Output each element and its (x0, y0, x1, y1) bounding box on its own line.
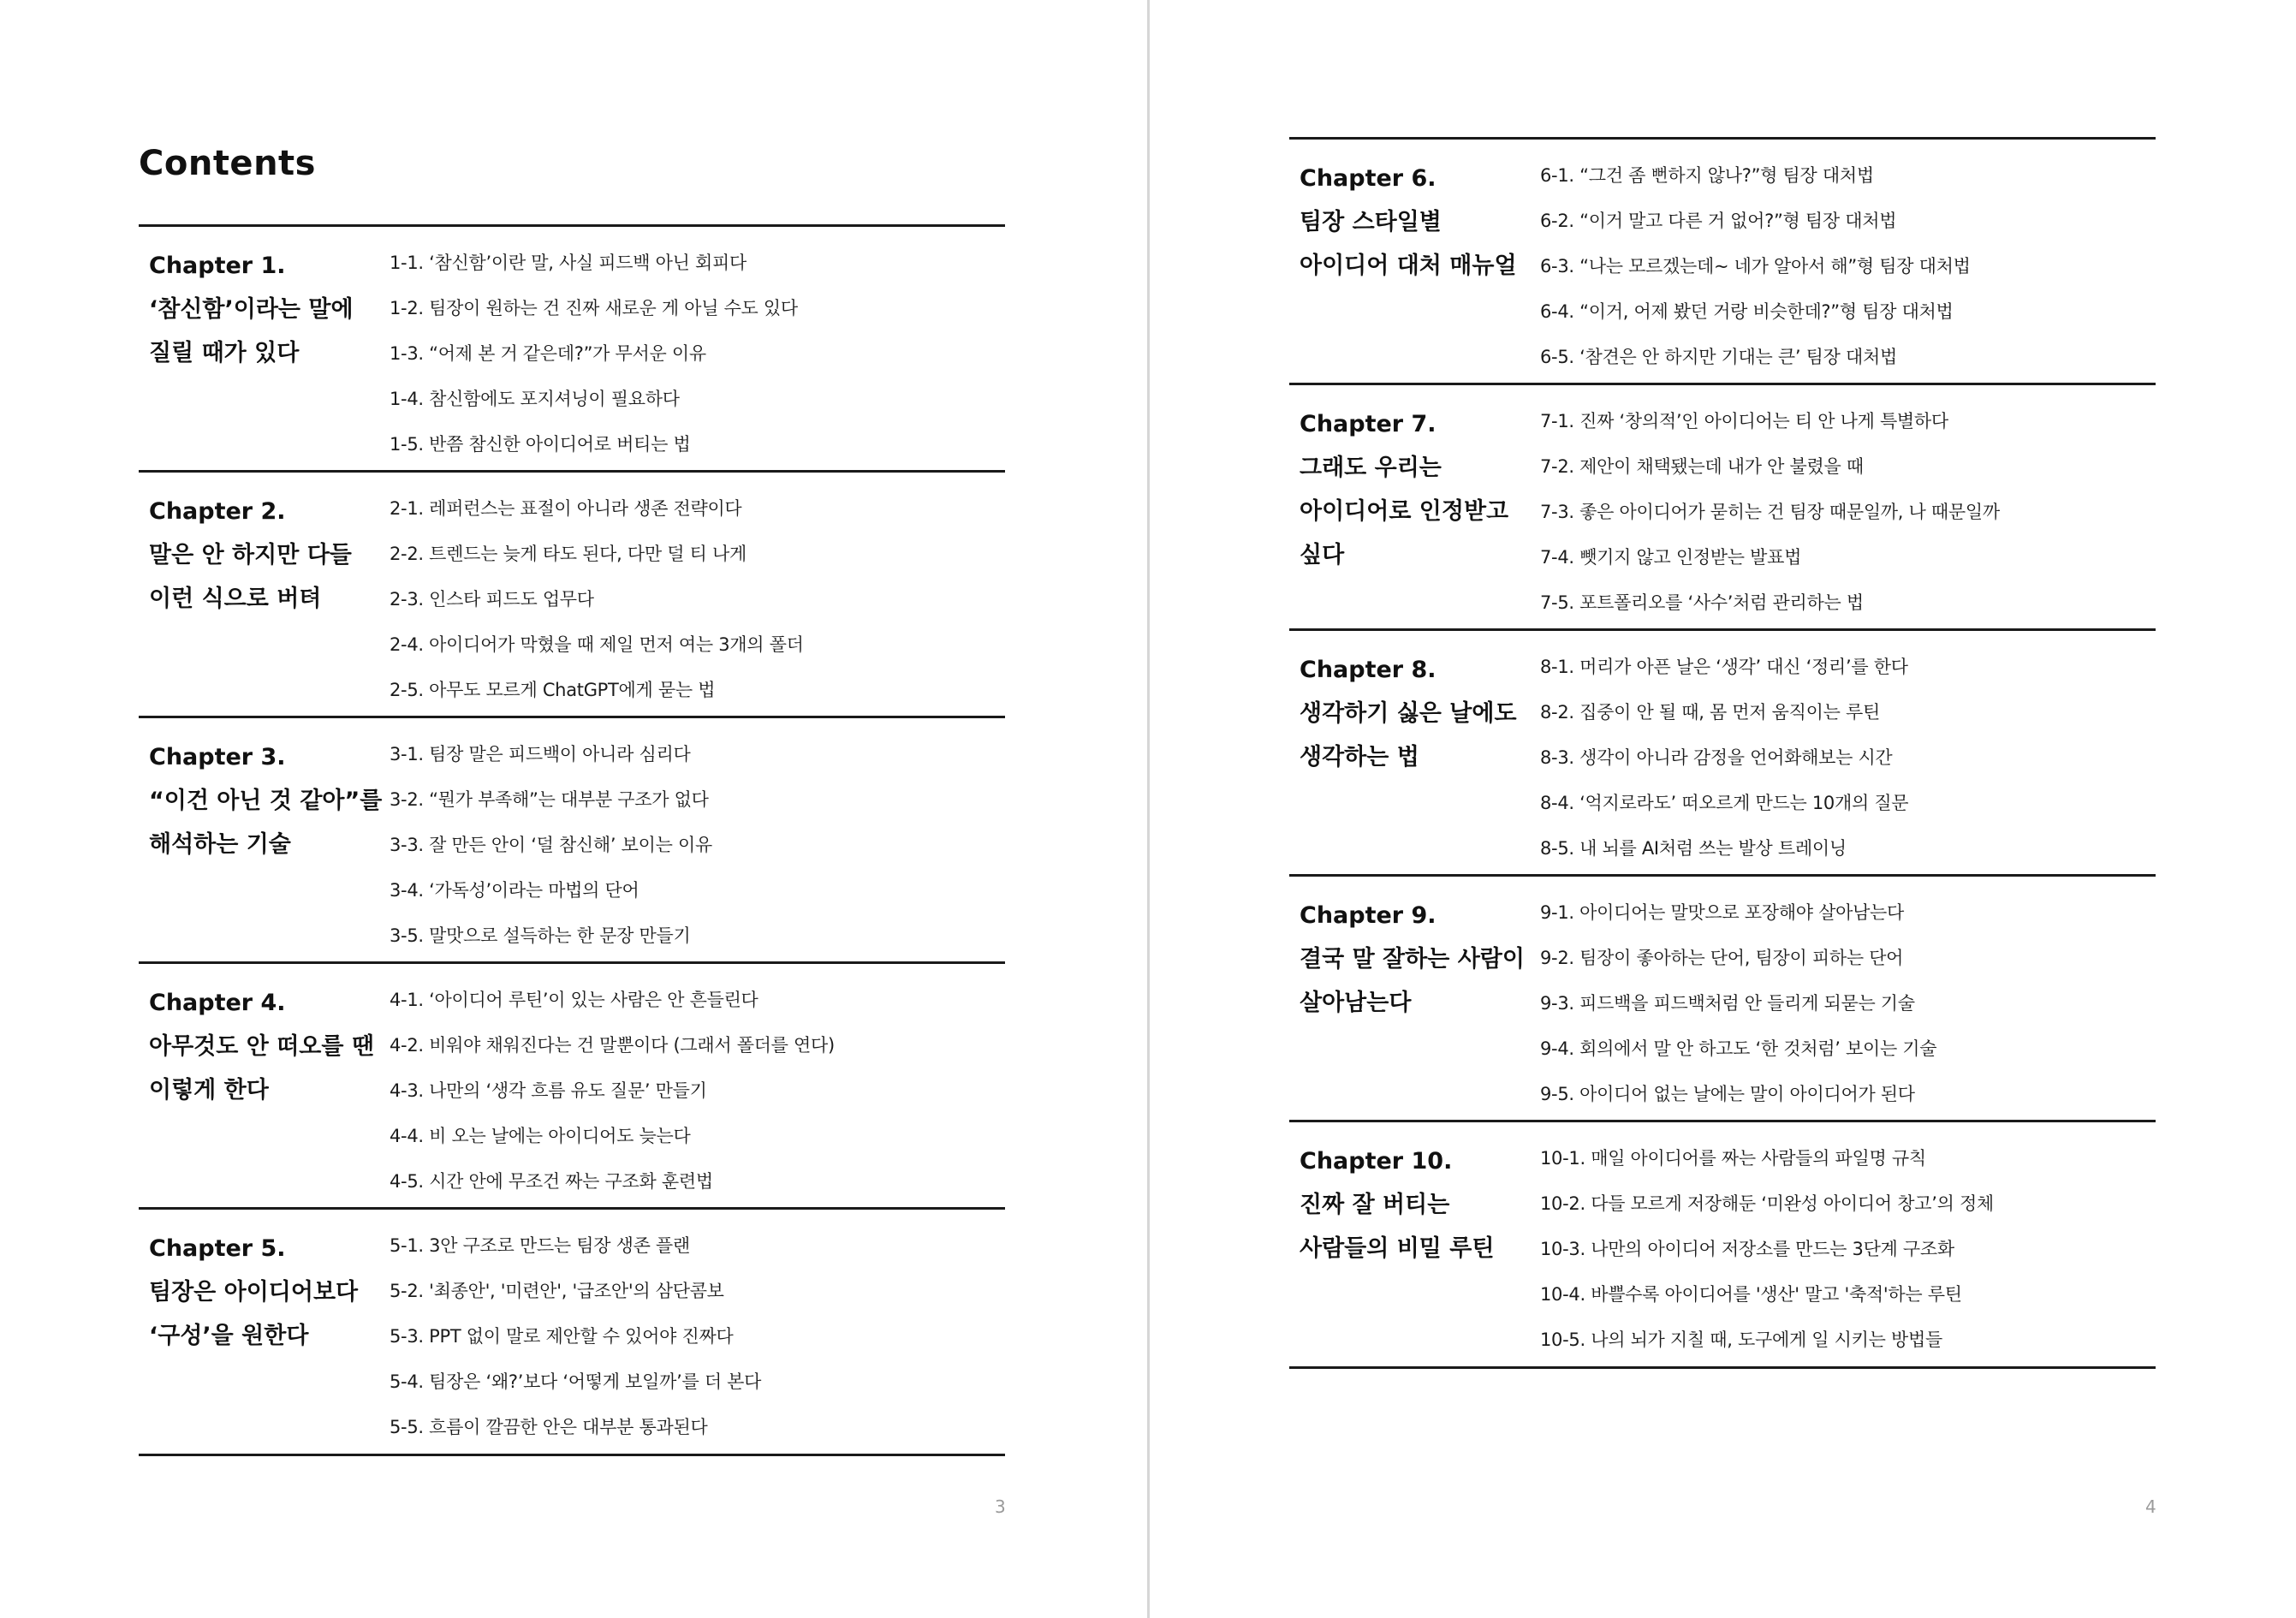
section-item[interactable]: 4-5. 시간 안에 무조건 짜는 구조화 훈련법 (390, 1171, 713, 1192)
section-item[interactable]: 6-2. “이거 말고 다른 거 없어?”형 팀장 대처법 (1540, 211, 1897, 231)
chapter-heading (149, 981, 380, 1112)
chapter-title-line: 이런 식으로 버텨 (149, 586, 322, 612)
chapter-row (1289, 874, 2156, 1120)
section-list (390, 1223, 1002, 1450)
chapter-title-line: 해석하는 기술 (149, 831, 291, 858)
contents-title: Contents (139, 144, 316, 183)
page-gutter-divider (1147, 0, 1150, 1618)
chapter-title-line: 팀장은 아이디어보다 (149, 1279, 359, 1306)
chapter-row (1289, 628, 2156, 874)
section-item[interactable]: 7-5. 포트폴리오를 ‘사수’처럼 관리하는 법 (1540, 592, 1864, 613)
chapter-number: Chapter 5. (149, 1235, 286, 1262)
section-item[interactable]: 5-3. PPT 없이 말로 제안할 수 있어야 진짜다 (390, 1326, 734, 1347)
chapter-row (1289, 383, 2156, 628)
section-item[interactable]: 7-1. 진짜 ‘창의적’인 아이디어는 티 안 나게 특별하다 (1540, 411, 1948, 431)
chapter-title-line: 말은 안 하지만 다들 (149, 542, 352, 568)
section-item[interactable]: 9-2. 팀장이 좋아하는 단어, 팀장이 피하는 단어 (1540, 948, 1904, 968)
chapter-row (1289, 137, 2156, 383)
section-item[interactable]: 4-3. 나만의 ‘생각 흐름 유도 질문’ 만들기 (390, 1080, 707, 1101)
chapter-title-line: ‘참신함’이라는 말에 (149, 296, 354, 323)
section-item[interactable]: 9-4. 회의에서 말 안 하고도 ‘한 것처럼’ 보이는 기술 (1540, 1038, 1937, 1059)
chapter-title-line: 팀장 스타일별 (1300, 209, 1442, 235)
chapter-heading (149, 735, 383, 866)
chapter-title-line: 싶다 (1300, 542, 1345, 568)
section-list (390, 732, 1002, 959)
chapter-title-line: 아이디어로 인정받고 (1300, 498, 1509, 525)
chapter-heading (1300, 648, 1531, 779)
section-item[interactable]: 1-5. 반쯤 참신한 아이디어로 버티는 법 (390, 434, 691, 455)
chapter-heading (149, 244, 380, 375)
section-item[interactable]: 10-3. 나만의 아이디어 저장소를 만드는 3단계 구조화 (1540, 1239, 1954, 1259)
section-item[interactable]: 8-1. 머리가 아픈 날은 ‘생각’ 대신 ‘정리’를 한다 (1540, 657, 1908, 677)
chapter-title-line: 생각하기 싫은 날에도 (1300, 700, 1517, 727)
toc-table-right (1289, 137, 2156, 1369)
chapter-heading (1300, 894, 1531, 1025)
section-item[interactable]: 10-1. 매일 아이디어를 짜는 사람들의 파일명 규칙 (1540, 1148, 1926, 1169)
section-item[interactable]: 7-3. 좋은 아이디어가 묻히는 건 팀장 때문일까, 나 때문일까 (1540, 502, 2000, 522)
section-item[interactable]: 8-2. 집중이 안 될 때, 몸 먼저 움직이는 루틴 (1540, 702, 1880, 723)
chapter-number: Chapter 8. (1300, 657, 1436, 683)
section-item[interactable]: 8-5. 내 뇌를 AI처럼 쓰는 발상 트레이닝 (1540, 838, 1847, 859)
chapter-title-line: 아이디어 대처 매뉴얼 (1300, 253, 1517, 279)
chapter-title-line: 이렇게 한다 (149, 1077, 269, 1103)
chapter-row (139, 1207, 1005, 1456)
section-item[interactable]: 5-2. '최종안', '미련안', '급조안'의 삼단콤보 (390, 1281, 724, 1301)
chapter-title-line: ‘구성’을 원한다 (149, 1323, 309, 1349)
chapter-heading (1300, 402, 1531, 577)
section-item[interactable]: 2-2. 트렌드는 늦게 타도 된다, 다만 덜 티 나게 (390, 544, 746, 564)
chapter-title-line: 질릴 때가 있다 (149, 340, 300, 366)
section-item[interactable]: 3-1. 팀장 말은 피드백이 아니라 심리다 (390, 744, 691, 764)
section-item[interactable]: 10-5. 나의 뇌가 지칠 때, 도구에게 일 시키는 방법들 (1540, 1329, 1942, 1350)
chapter-number: Chapter 1. (149, 253, 286, 279)
section-item[interactable]: 3-2. “뭔가 부족해”는 대부분 구조가 없다 (390, 789, 709, 810)
section-item[interactable]: 9-5. 아이디어 없는 날에는 말이 아이디어가 된다 (1540, 1084, 1915, 1104)
chapter-row (139, 961, 1005, 1207)
right-page (1151, 0, 2289, 1618)
section-item[interactable]: 7-2. 제안이 채택됐는데 내가 안 불렸을 때 (1540, 456, 1864, 477)
section-list (390, 241, 1002, 467)
chapter-number: Chapter 9. (1300, 902, 1436, 929)
section-item[interactable]: 10-4. 바쁠수록 아이디어를 '생산' 말고 '축적'하는 루틴 (1540, 1284, 1962, 1305)
chapter-title-line: “이건 아닌 것 같아”를 (149, 788, 383, 814)
section-list (1540, 153, 2152, 380)
page-number-right: 4 (2145, 1496, 2156, 1517)
chapter-heading (149, 1227, 380, 1358)
section-item[interactable]: 2-3. 인스타 피드도 업무다 (390, 589, 594, 610)
chapter-row (139, 224, 1005, 470)
chapter-title-line: 생각하는 법 (1300, 744, 1419, 770)
section-list (390, 978, 1002, 1205)
chapter-title-line: 결국 말 잘하는 사람이 (1300, 946, 1525, 973)
chapter-title-line: 진짜 잘 버티는 (1300, 1192, 1450, 1218)
chapter-number: Chapter 6. (1300, 165, 1436, 192)
page-number-left: 3 (995, 1496, 1006, 1517)
section-item[interactable]: 2-5. 아무도 모르게 ChatGPT에게 묻는 법 (390, 680, 716, 700)
section-item[interactable]: 5-4. 팀장은 ‘왜?’보다 ‘어떻게 보일까’를 더 본다 (390, 1371, 762, 1392)
chapter-title-line: 사람들의 비밀 루틴 (1300, 1235, 1495, 1262)
toc-table-left (139, 224, 1005, 1456)
chapter-heading (1300, 1139, 1531, 1270)
section-item[interactable]: 8-4. ‘억지로라도’ 떠오르게 만드는 10개의 질문 (1540, 793, 1909, 813)
chapter-row (139, 716, 1005, 961)
chapter-heading (1300, 157, 1531, 288)
section-item[interactable]: 9-3. 피드백을 피드백처럼 안 들리게 되묻는 기술 (1540, 993, 1915, 1014)
section-item[interactable]: 5-5. 흐름이 깔끔한 안은 대부분 통과된다 (390, 1417, 708, 1437)
section-item[interactable]: 4-1. ‘아이디어 루틴’이 있는 사람은 안 흔들린다 (390, 990, 758, 1010)
section-list (1540, 890, 2152, 1117)
left-page (0, 0, 1139, 1618)
section-item[interactable]: 1-2. 팀장이 원하는 건 진짜 새로운 게 아닐 수도 있다 (390, 298, 798, 318)
section-list (1540, 1136, 2152, 1363)
section-item[interactable]: 1-4. 참신함에도 포지셔닝이 필요하다 (390, 389, 680, 409)
chapter-number: Chapter 10. (1300, 1148, 1453, 1175)
chapter-heading (149, 490, 380, 621)
chapter-row (1289, 1120, 2156, 1369)
section-list (390, 486, 1002, 713)
section-item[interactable]: 1-1. ‘참신함’이란 말, 사실 피드백 아닌 회피다 (390, 253, 746, 273)
section-item[interactable]: 6-3. “나는 모르겠는데~ 네가 알아서 해”형 팀장 대처법 (1540, 256, 1971, 277)
chapter-title-line: 그래도 우리는 (1300, 455, 1442, 481)
section-item[interactable]: 6-4. “이거, 어제 봤던 거랑 비슷한데?”형 팀장 대처법 (1540, 301, 1954, 322)
section-item[interactable]: 3-5. 말맛으로 설득하는 한 문장 만들기 (390, 925, 691, 946)
section-item[interactable]: 7-4. 뺏기지 않고 인정받는 발표법 (1540, 547, 1802, 568)
chapter-number: Chapter 7. (1300, 411, 1436, 437)
section-item[interactable]: 2-4. 아이디어가 막혔을 때 제일 먼저 여는 3개의 폴더 (390, 634, 804, 655)
section-item[interactable]: 1-3. “어제 본 거 같은데?”가 무서운 이유 (390, 343, 706, 364)
section-item[interactable]: 3-4. ‘가독성’이라는 마법의 단어 (390, 880, 639, 901)
chapter-row (139, 470, 1005, 716)
section-list (1540, 645, 2152, 871)
section-item[interactable]: 2-1. 레퍼런스는 표절이 아니라 생존 전략이다 (390, 498, 742, 519)
section-item[interactable]: 4-4. 비 오는 날에는 아이디어도 늦는다 (390, 1126, 691, 1146)
chapter-number: Chapter 4. (149, 990, 286, 1016)
section-item[interactable]: 6-5. ‘참견은 안 하지만 기대는 큰’ 팀장 대처법 (1540, 347, 1897, 367)
chapter-number: Chapter 3. (149, 744, 286, 770)
section-item[interactable]: 9-1. 아이디어는 말맛으로 포장해야 살아남는다 (1540, 902, 1905, 923)
chapter-number: Chapter 2. (149, 498, 286, 525)
section-item[interactable]: 6-1. “그건 좀 뻔하지 않나?”형 팀장 대처법 (1540, 165, 1874, 186)
section-list (1540, 399, 2152, 626)
section-item[interactable]: 10-2. 다들 모르게 저장해둔 ‘미완성 아이디어 창고’의 정체 (1540, 1193, 1994, 1214)
section-item[interactable]: 8-3. 생각이 아니라 감정을 언어화해보는 시간 (1540, 747, 1893, 768)
chapter-title-line: 살아남는다 (1300, 990, 1412, 1016)
section-item[interactable]: 3-3. 잘 만든 안이 ‘덜 참신해’ 보이는 이유 (390, 835, 712, 855)
chapter-title-line: 아무것도 안 떠오를 땐 (149, 1033, 374, 1060)
section-item[interactable]: 4-2. 비워야 채워진다는 건 말뿐이다 (그래서 폴더를 연다) (390, 1035, 835, 1056)
section-item[interactable]: 5-1. 3안 구조로 만드는 팀장 생존 플랜 (390, 1235, 690, 1256)
